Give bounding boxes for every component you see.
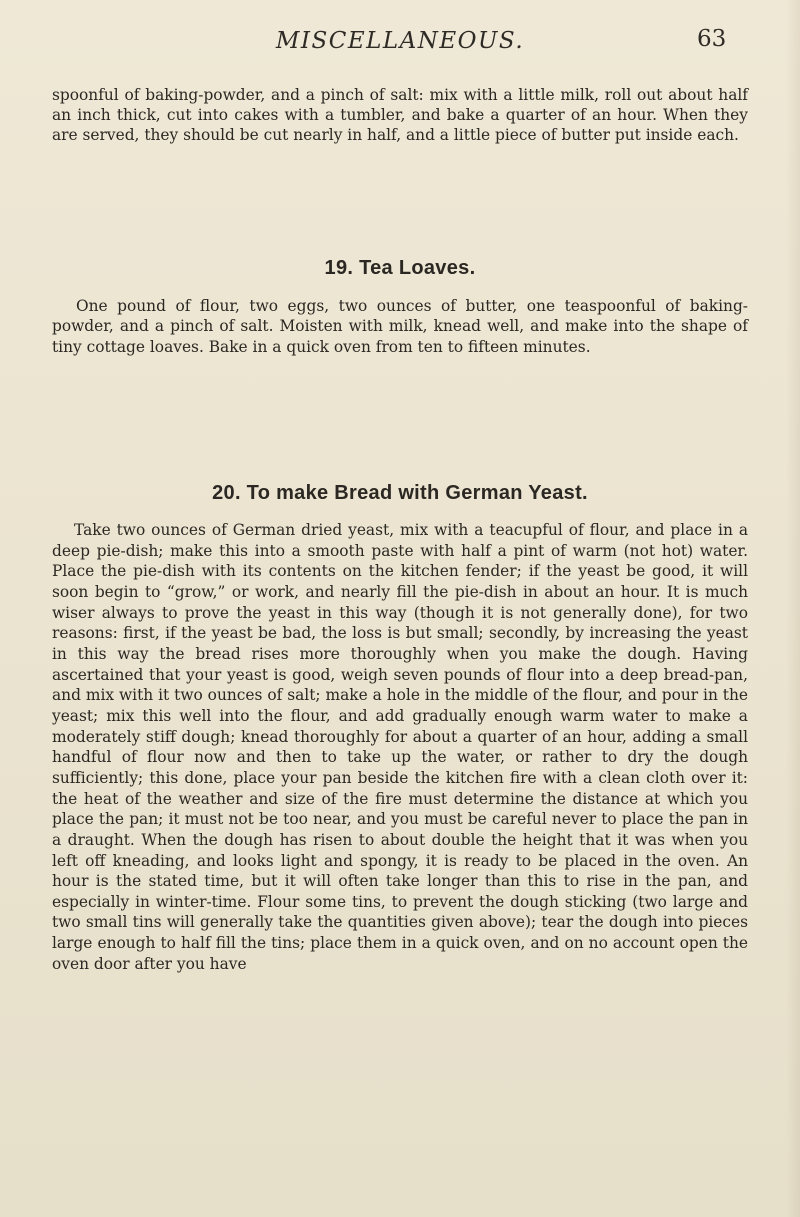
recipe-19-body: One pound of flour, two eggs, two ounces of butter, one teaspoonful of baking-powder, and a pinch of salt. Moisten with milk, knead well, and make into the shape of tiny cottage loaves. Bake in a quick oven from ten to fifteen minutes. [52,297,748,356]
intro-paragraph: spoonful of baking-powder, and a pinch of salt: mix with a little milk, roll out about half an inch thick, cut into cakes with a tumbler, and bake a quarter of an hour. When they are served, they should be cut nearly in half, and a little piece of butter put inside each. [52,86,748,145]
page-number: 63 [697,26,727,52]
page-edge-shadow [786,0,800,1217]
recipe-20-heading: 20. To make Bread with German Yeast. [212,482,588,504]
recipe-20-body: Take two ounces of German dried yeast, mix with a teacupful of flour, and place in a deep pie-dish; make this into a smooth paste with half a pint of warm (not hot) water. Place the pie-dish with its contents on the kitchen fender; if the yeast be good, it will soon begin to “grow,” or work, and nearly fill the pie-dish in about an hour. It is much wiser always to prove the yeast in this way (though it is not generally done), for two reasons: first, if the yeast be bad, the loss is but small; secondly, by increasing the yeast in this way the bread rises more thoroughly when you make the dough. Having ascertained that your yeast is good, weigh seven pounds of flour into a deep bread-pan, and mix with it two ounces of salt; make a hole in the middle of the flour, and pour in the yeast; mix this well into the flour, and add gradually enough warm water to make a moderately stiff dough; knead thoroughly for about a quarter of an hour, adding a small handful of flour now and then to take up the water, or rather to dry the dough sufficiently; this done, place your pan beside the kitchen fire with a clean cloth over it: the heat of the weather and size of the fire must determine the distance at which you place the pan; it must not be too near, and you must be careful never to place the pan in a draught. When the dough has risen to about double the height that it was when you left off kneading, and looks light and spongy, it is ready to be placed in the oven. An hour is the stated time, but it will often take longer than this to rise in the pan, and especially in winter-time. Flour some tins, to prevent the dough sticking (two large and two small tins will generally take the quantities given above); tear the dough into pieces large enough to half fill the tins; place them in a quick oven, and on no account open the oven door after you have [52,521,748,973]
recipe-19-heading: 19. Tea Loaves. [324,257,476,279]
running-head: MISCELLANEOUS. [275,28,525,54]
